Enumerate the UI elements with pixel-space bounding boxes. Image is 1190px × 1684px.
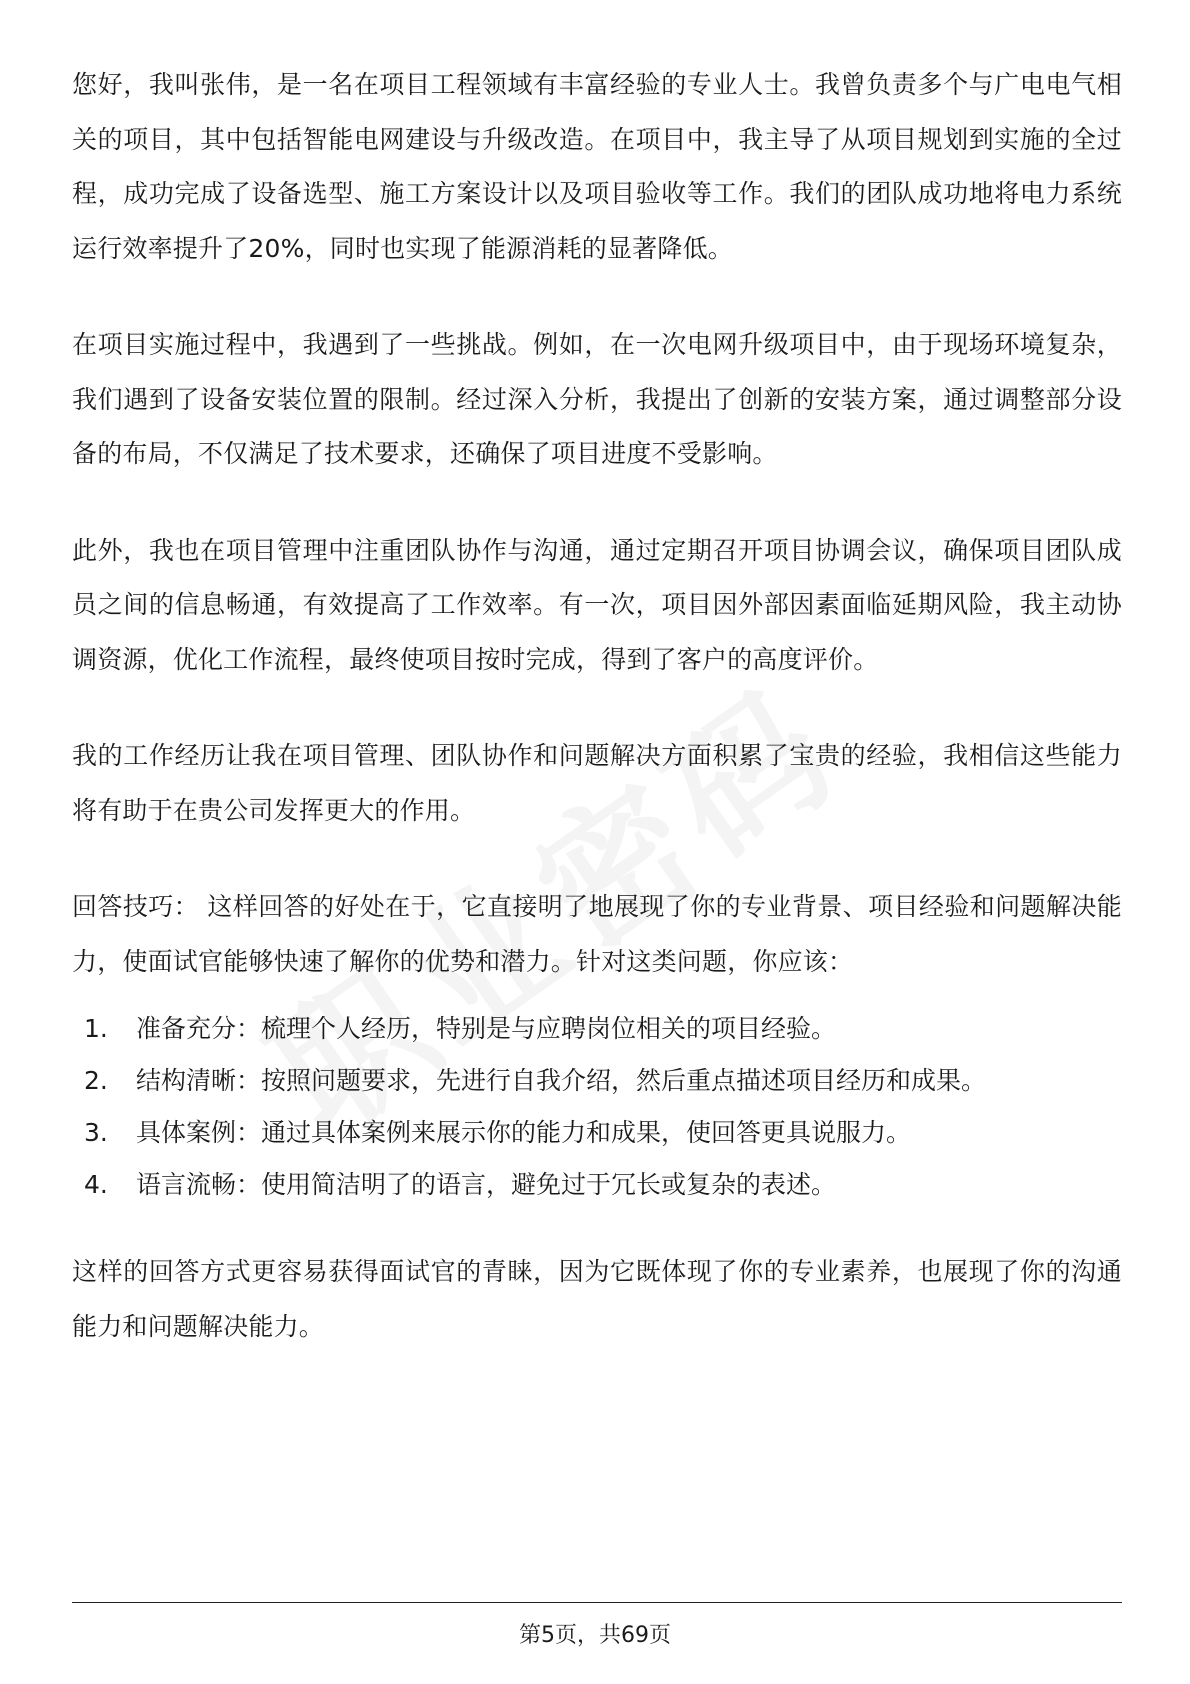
list-item-number: 2. — [84, 1066, 108, 1095]
list-item-number: 1. — [84, 1014, 108, 1043]
list-item-text: 准备充分：梳理个人经历，特别是与应聘岗位相关的项目经验。 — [136, 1014, 837, 1043]
paragraph-challenge: 在项目实施过程中，我遇到了一些挑战。例如，在一次电网升级项目中，由于现场环境复杂，我们遇到了设备安装位置的限制。经过深入分析，我提出了创新的安装方案，通过调整部分设备的布局，不仅满足了技术要求，还确保了项目进度不受影响。 — [72, 330, 1122, 468]
page-number: 第5页，共69页 — [519, 1623, 671, 1648]
answer-tip: 回答技巧： 这样回答的好处在于，它直接明了地展现了你的专业背景、项目经验和问题解决能力，使面试官能够快速了解你的优势和潜力。针对这类问题，你应该： — [72, 892, 1122, 976]
list-item — [84, 1055, 1122, 1107]
paragraph-closing: 这样的回答方式更容易获得面试官的青睐，因为它既体现了你的专业素养，也展现了你的沟通能力和问题解决能力。 — [72, 1257, 1122, 1341]
footer-divider — [72, 1602, 1122, 1603]
paragraph-intro: 您好，我叫张伟，是一名在项目工程领域有丰富经验的专业人士。我曾负责多个与广电电气相关的项目，其中包括智能电网建设与升级改造。在项目中，我主导了从项目规划到实施的全过程，成功完成了设备选型、施工方案设计以及项目验收等工作。我们的团队成功地将电力系统运行效率提升了20%，同时也实现了能源消耗的显著降低。 — [72, 70, 1122, 263]
list-item — [84, 1003, 1122, 1055]
tips-list — [72, 1003, 1122, 1211]
list-item-text: 具体案例：通过具体案例来展示你的能力和成果，使回答更具说服力。 — [136, 1118, 912, 1147]
list-item-text: 结构清晰：按照问题要求，先进行自我介绍，然后重点描述项目经历和成果。 — [136, 1066, 987, 1095]
page-content — [72, 58, 1122, 1396]
list-item — [84, 1159, 1122, 1211]
paragraph-summary: 我的工作经历让我在项目管理、团队协作和问题解决方面积累了宝贵的经验，我相信这些能力将有助于在贵公司发挥更大的作用。 — [72, 741, 1122, 825]
list-item-text: 语言流畅：使用简洁明了的语言，避免过于冗长或复杂的表述。 — [136, 1170, 837, 1199]
list-item-number: 4. — [84, 1170, 108, 1199]
list-item-number: 3. — [84, 1118, 108, 1147]
list-item — [84, 1107, 1122, 1159]
paragraph-teamwork: 此外，我也在项目管理中注重团队协作与沟通，通过定期召开项目协调会议，确保项目团队成员之间的信息畅通，有效提高了工作效率。有一次，项目因外部因素面临延期风险，我主动协调资源，优化工作流程，最终使项目按时完成，得到了客户的高度评价。 — [72, 535, 1122, 674]
